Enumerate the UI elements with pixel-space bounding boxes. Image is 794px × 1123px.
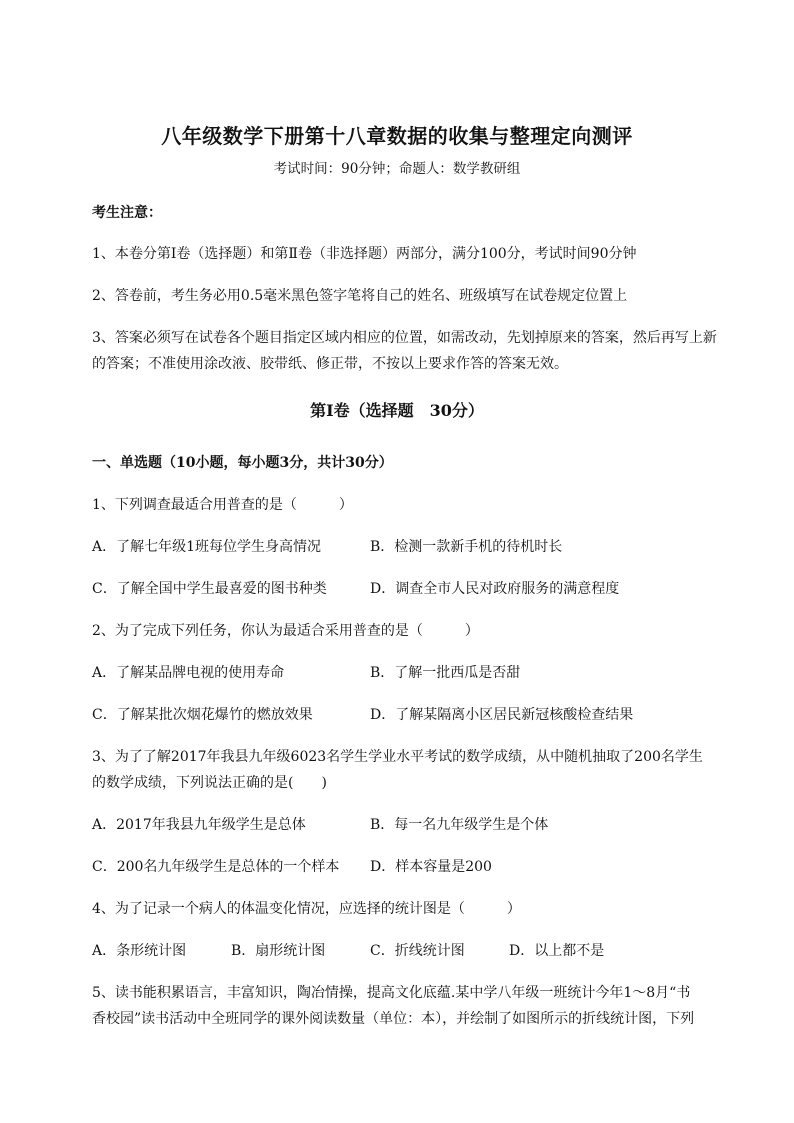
note-item: 3、答案必须写在试卷各个题目指定区域内相应的位置，如需改动，先划掉原来的答案，然后再写上新 <box>92 330 717 346</box>
option-4a[interactable]: A．条形统计图 <box>92 943 187 959</box>
question-stem-3: 3、为了了解2017年我县九年级6023名学生学业水平考试的数学成绩，从中随机抽取了200名学生 <box>92 749 703 765</box>
notes-heading: 考生注意： <box>92 205 162 221</box>
option-3c[interactable]: C．200名九年级学生是总体的一个样本 <box>92 859 340 875</box>
question-stem-2: 2、为了完成下列任务，你认为最适合采用普查的是（ ） <box>92 623 479 639</box>
option-3a[interactable]: A．2017年我县九年级学生是总体 <box>92 817 306 833</box>
question-stem-5-cont: 香校园”读书活动中全班同学的课外阅读数量（单位：本），并绘制了如图所示的折线统计图，下列 <box>92 1011 695 1027</box>
page-title: 八年级数学下册第十八章数据的收集与整理定向测评 <box>161 124 633 148</box>
option-2b[interactable]: B．了解一批西瓜是否甜 <box>370 665 521 681</box>
option-2d[interactable]: D．了解某隔离小区居民新冠核酸检查结果 <box>370 707 634 723</box>
note-item: 的答案；不准使用涂改液、胶带纸、修正带，不按以上要求作答的答案无效。 <box>92 356 568 372</box>
option-2c[interactable]: C．了解某批次烟花爆竹的燃放效果 <box>92 707 313 723</box>
exam-info: 考试时间：90分钟；命题人：数学教研组 <box>273 161 521 177</box>
option-1b[interactable]: B．检测一款新手机的待机时长 <box>370 539 563 555</box>
question-stem-1: 1、下列调查最适合用普查的是（ ） <box>92 497 353 513</box>
option-1d[interactable]: D．调查全市人民对政府服务的满意程度 <box>370 581 620 597</box>
option-3b[interactable]: B．每一名九年级学生是个体 <box>370 817 549 833</box>
question-stem-3-cont: 的数学成绩，下列说法正确的是( ) <box>92 775 327 791</box>
question-stem-4: 4、为了记录一个病人的体温变化情况，应选择的统计图是（ ） <box>92 901 521 917</box>
part-heading: 一、单选题（10小题，每小题3分，共计30分） <box>92 455 393 471</box>
note-item: 1、本卷分第I卷（选择题）和第Ⅱ卷（非选择题）两部分，满分100分，考试时间90分钟 <box>92 246 637 262</box>
section-title: 第I卷（选择题 30分） <box>310 401 484 420</box>
option-4c[interactable]: C．折线统计图 <box>370 943 465 959</box>
question-stem-5: 5、读书能积累语言，丰富知识，陶冶情操，提高文化底蕴.某中学八年级一班统计今年1～8月“书 <box>92 985 691 1001</box>
option-1a[interactable]: A．了解七年级1班每位学生身高情况 <box>92 539 322 555</box>
option-4d[interactable]: D．以上都不是 <box>509 943 605 959</box>
option-3d[interactable]: D．样本容量是200 <box>370 859 492 875</box>
option-1c[interactable]: C．了解全国中学生最喜爱的图书种类 <box>92 581 327 597</box>
note-item: 2、答卷前，考生务必用0.5毫米黑色签字笔将自己的姓名、班级填写在试卷规定位置上 <box>92 288 628 304</box>
option-4b[interactable]: B．扇形统计图 <box>231 943 326 959</box>
option-2a[interactable]: A．了解某品牌电视的使用寿命 <box>92 665 285 681</box>
